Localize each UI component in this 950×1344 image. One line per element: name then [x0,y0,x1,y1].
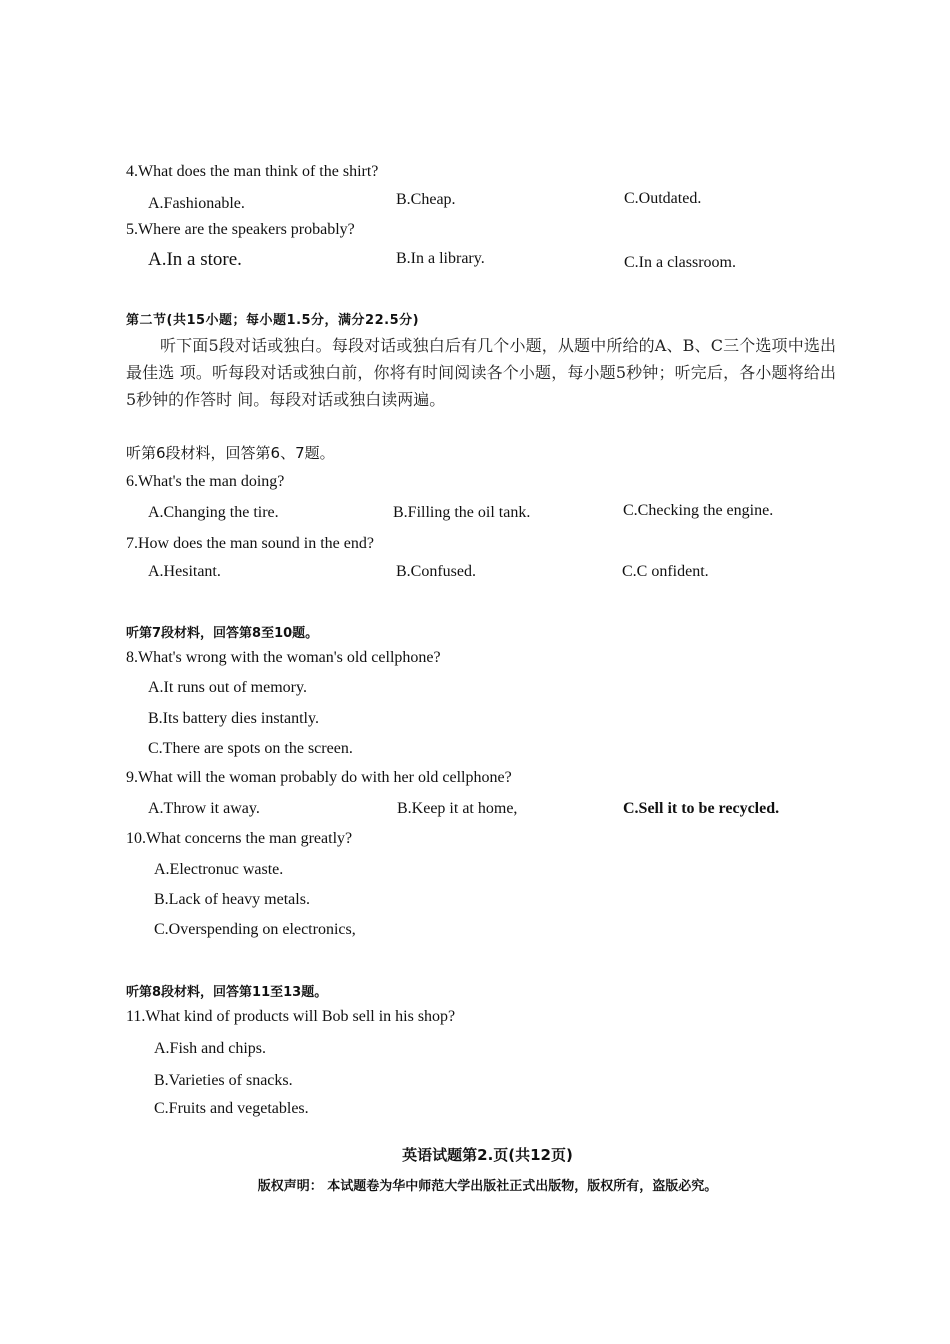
question-11: 11.What kind of products will Bob sell in his shop? [126,1008,456,1025]
question-4: 4.What does the man think of the shirt? [126,163,379,180]
material-8-heading: 听第8段材料，回答第11至13题。 [126,985,328,1000]
q10-option-a: A.Electronuc waste. [154,861,284,878]
section-2-instructions: 听下面5段对话或独白。每段对话或独白后有几个小题，从题中所给的A、B、C三个选项中选出最佳选 项。听每段对话或独白前，你将有时间阅读各个小题，每小题5秒钟；听完后，各小题将给出5秒钟的作答时 间。每段对话或独白读两遍。 [126,336,836,409]
q9-option-b: B.Keep it at home, [397,800,518,817]
q7-option-a: A.Hesitant. [148,563,221,580]
q6-option-c: C.Checking the engine. [623,502,774,519]
q11-option-c: C.Fruits and vegetables. [154,1100,309,1117]
question-10: 10.What concerns the man greatly? [126,830,353,847]
question-9: 9.What will the woman probably do with her old cellphone? [126,769,512,786]
q8-option-b: B.Its battery dies instantly. [148,710,319,727]
q8-option-c: C.There are spots on the screen. [148,740,353,757]
q6-option-b: B.Filling the oil tank. [393,504,531,521]
copyright-notice: 版权声明： 本试题卷为华中师范大学出版社正式出版物，版权所有，盗版必究。 [257,1179,718,1194]
q8-option-a: A.It runs out of memory. [148,679,307,696]
q5-option-c: C.In a classroom. [624,254,736,271]
q6-option-a: A.Changing the tire. [148,504,279,521]
q11-option-b: B.Varieties of snacks. [154,1072,293,1089]
question-7: 7.How does the man sound in the end? [126,535,374,552]
material-7-heading: 听第7段材料，回答第8至10题。 [126,626,319,641]
question-5: 5.Where are the speakers probably? [126,221,355,238]
q4-option-b: B.Cheap. [396,191,456,208]
q7-option-c: C.C onfident. [622,563,709,580]
q4-option-c: C.Outdated. [624,190,702,207]
q5-option-b: B.In a library. [396,250,485,267]
q10-option-b: B.Lack of heavy metals. [154,891,310,908]
q7-option-b: B.Confused. [396,563,476,580]
question-6: 6.What's the man doing? [126,473,285,490]
q9-option-c: C.Sell it to be recycled. [623,800,780,817]
q4-option-a: A.Fashionable. [148,195,245,212]
q10-option-c: C.Overspending on electronics, [154,921,356,938]
q5-option-a: A.In a store. [148,249,242,270]
q11-option-a: A.Fish and chips. [154,1040,266,1057]
section-2-heading: 第二节(共15小题；每小题1.5分，满分22.5分) [126,313,420,328]
material-6-heading: 听第6段材料，回答第6、7题。 [126,444,335,462]
page-footer-title: 英语试题第2.页(共12页) [402,1146,573,1164]
q9-option-a: A.Throw it away. [148,800,260,817]
question-8: 8.What's wrong with the woman's old cellphone? [126,649,441,666]
